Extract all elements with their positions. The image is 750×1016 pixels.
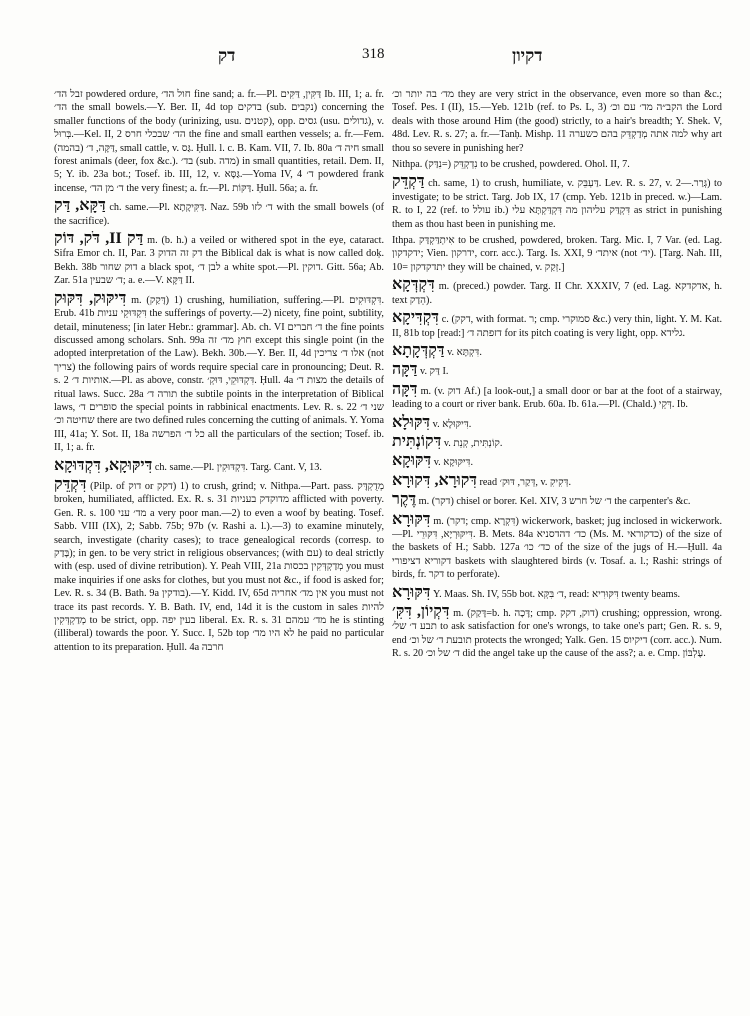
entry-headword: דַּקָּה [392, 361, 418, 379]
dictionary-entry [392, 343, 722, 359]
entry-text: Ithpa. אִיתְדַּקְדַּק to be crushed, powdered, broken. Targ. Mic. I, 7 Var. (ed. Lag. ידקדקון; Vien. ידרקון, corr. acc.). Targ. Is. XXI, 9 איתד׳ (not יד׳). [Targ. Nah. III, 10= יתדקדקון they will be chained, v. זְקַק.] [392, 235, 722, 273]
entry-text: m. (דקר; cmp. דִּקְרָא) wickerwork, basket; jug inclosed in wickerwork.—Pl. דִּיקּוּרְיָא, דִּקּוּרֵי. B. Mets. 84a כד׳ דהדסניא (Ms. M. כדקוראי) of the size of the baskets of H.; Sabb. 127a כד׳ כו׳ of the size of the jugs of H.—Ḥull. 4a דקוריא דציפורי baskets with slaughtered birds (v. Tosaf. a. l.; Rashi: strings of birds, fr. דקר to perforate). [392, 515, 722, 581]
entry-headword: דַּקְדְּקָתָא [392, 341, 445, 359]
entry-headword: דִּקְדִּיקָא [392, 309, 439, 327]
entry-text: ch. same.—Pl. דִּקְדּוּקִין. Targ. Cant. V, 13. [154, 461, 322, 473]
entry-text: v. דִּקְתָּא. [447, 346, 482, 358]
right-column [392, 88, 722, 1003]
running-header [0, 46, 750, 74]
entry-text: m. (דָּקַק) 1) crushing, humiliation, suffering.—Pl. דִּקְדּוּקִים. Erub. 41b דִּקְדּוּקֵי עניות the sufferings of poverty.—2) nicety, fine point, subtility, detail, minuteness; [in later Hebr.: grammar]. Ab. ch. VI ד׳ חברים the fine points discussed among scholars. Snh. 99a חוץ מד׳ זה except this single point (in the adopted interpretation of the Law). Bekh. 30b.—Y. Ber. II, 4d אלו ד׳ צריכין (not צריך) the following pairs of words require special care in pronouncing; Deut. R. s. 2 אותיות ד׳.—Pl. as above, constr. דִּקְדּוּקֵי, דּוּקְ׳. Ḥull. 4a מצות ד׳ the details of ritual laws. Succ. 28a תורה ד׳ the subtile points in the interpretation of Biblical laws, סופרים ד׳ the special points in rabbinical enactments. Lev. R. s. 22 שני ד׳ שחיטה וכ׳ there are two defined rules concerning the cutting of animals. Y. Yoma III, 41a; Y. Sot. II, 18a כל ד׳ הפרשה all the particulars of the section; Tosef. ib. II, 1; a. fr. [54, 294, 384, 454]
dictionary-entry [392, 473, 722, 489]
dictionary-entry [54, 88, 384, 195]
entry-text: m. (b. h.) a veiled or withered spot in the eye, cataract. Sifra Emor ch. II, Par. 3 דק זה הדוק the Biblical dak is what is now called doḳ. Bekh. 38b דוק שחור a black spot, לבן ד׳ a white spot.—Pl. דוקין. Gitt. 56a; Ab. Zar. 51a ד׳ שבעין; a. e.—V. דַּקָּא II. [54, 235, 384, 287]
entry-headword: דִּקּוּרָא [392, 583, 431, 601]
entry-headword: דִּקוּרָא, דִּקוּרָא [392, 471, 477, 489]
dictionary-entry [392, 453, 722, 469]
dictionary-entry [392, 415, 722, 431]
entry-text: m. (preced.) powder. Targ. II Chr. XXXIV, 7 (ed. Lag. אדקדקא, h. text הֵדַק). [392, 281, 722, 306]
entry-text: v. דִּיקּוּלָא. [432, 418, 472, 430]
dictionary-entry [392, 512, 722, 582]
dictionary-entry [54, 458, 384, 474]
entry-text: read דְּקַר, דּוּק׳, v. דְּקִיקִ. [479, 476, 572, 488]
dictionary-entry [392, 158, 722, 171]
entry-text: m. (דָּקַק=b. h. דָּכָה; cmp. דוק, דקק) crushing; oppression, wrong. תבע ד׳ של׳ to ask satisfaction for one's wrongs, to take one's part; Gen. R. s. 9, end תובעת ד׳ של וכ׳ protects the wronged; Yalk. Gen. 15 דיקיוס (corr. acc.). Num. R. s. 20 ד׳ של וכ׳ did the angel take up the cause of the ass?; a. e. Cmp. עֶלְבּוֹן. [392, 608, 722, 660]
dictionary-entry [392, 382, 722, 412]
dictionary-entry [54, 231, 384, 288]
dictionary-entry [392, 277, 722, 307]
dictionary-entry [392, 88, 722, 155]
dictionary-entry [54, 291, 384, 455]
entry-headword: דִּקְדְּקָא [392, 276, 435, 294]
dictionary-entry [392, 492, 722, 508]
entry-headword: דִּקוֹנְתִּית [392, 432, 442, 450]
dictionary-entry [54, 477, 384, 654]
entry-headword: דֶּקֶר [392, 491, 417, 509]
entry-headword: דִּקְיוֹן, דִּקִּ׳ [392, 603, 450, 620]
entry-text: m. (דקר) chisel or borer. Kel. XIV, 3 ד׳ של חרש the carpenter's &c. [418, 496, 691, 508]
dictionary-entry [392, 604, 722, 661]
entry-text: Nithpa. נִדְקְדֵּק (=נִדַּק) to be crushed, powdered. Ohol. II, 7. [392, 159, 630, 171]
dictionary-entry [392, 434, 722, 450]
entry-text: v. קוֹנְתִּית, קְנֵת. [443, 437, 503, 449]
entry-headword: דִּקָּה [392, 380, 418, 398]
entry-headword: דִּקְדֵּק [54, 475, 87, 493]
entry-text: (Pilp. of דוק or דקק) 1) to crush, grind; v. Nithpa.—Part. pass. מְדֻקְדָּק broken, humiliated, afflicted. Ex. R. s. 31 מדוקדק בעניות afflicted with poverty. Gen. R. s. 100 מד׳ עני a very poor man.—2) to even a woof by beating. Tosef. Sabb. VIII (IX), 2; Sabb. 75b; 97b (v. Rashi a. l.).—3) to examine minutely, search, investigate (charity cases); to trace genealogical records (corresp. to בָּדַק); in gen. to be very strict in religious observances; (with עם) to deal strictly with (esp. used of divine retribution). Y. Peah VIII, 21a מְדַקְדְּקִין בכסות you must make inquiries if one asks for clothes, but you must not &c., if food is asked for; Lev. R. s. 34 (B. Bath. 9a בודקין).—Y. Kidd. IV, 65d אין מד׳ אחריה you must not trace its past records. Y. B. Bath. IV, end, 14d it is the custom in sales להיות מְדַקְדְּקִין to be strict, opp. בעין יפה liberal. Ex. R. s. 31 מד׳ עמהם he is stinting (illiberal) towards the poor. Y. Succ. I, 52b top לא היו מד׳ he paid no particular attention to its preparation. Ḥull. 4a חרבה [54, 480, 384, 653]
left-column [54, 88, 384, 1003]
entry-headword: דִּקּוּלָא [392, 413, 431, 431]
dictionary-entry [392, 362, 722, 378]
entry-headword: דִּקּוּקָא [392, 452, 432, 470]
dictionary-entry [54, 198, 384, 228]
dictionary-entry [392, 585, 722, 601]
entry-headword: דִּקּוּרָא [392, 510, 431, 528]
entry-headword: דִּיקּוּקָא, דִּקְדּוּקָא [54, 456, 153, 474]
entry-text: ch. same.—Pl. דַּקִּיקָתָא. Naz. 59b ד׳ לזו with the small bowels (of the sacrifice). [54, 202, 384, 227]
right-guideword: דקיון [512, 46, 543, 65]
entry-text: v. דַּק I. [420, 366, 449, 378]
entry-headword: דִּיקּוּק, דִּקּוּק [54, 289, 127, 307]
dictionary-entry [392, 174, 722, 231]
entry-headword: דַּק II, דֹּק, דּוֹק [54, 230, 144, 248]
entry-text: Y. Maas. Sh. IV, 55b bot. ד׳ בִּקְּא, read: דִּקּוּרִיא twenty beams. [433, 588, 681, 600]
entry-text: זבל הד׳ powdered ordure, חול הד׳ fine sand; a. fr.—Pl. דַּקִּין, דַּקִּים Ib. III, 1; a. fr. הד׳ the small bowels.—Y. Ber. II, 4d top בדקים (sub. נקבים) concerning the smaller functions of the body (urinizing, usu. קטנים), opp. גסים (usu. גדולים), v. בְּרוּל.—Kel. II, 2 הד׳ שבכלי חרס the fine and small earthen vessels; a. fr.—Fem. דַּקָּה, ד׳ (בהמה), small cattle, v. גַּס. Ḥull. l. c. B. Kam. VII, 7. Ib. 80a חיה ד׳ small forest animals (deer, fox &c.). בד׳ (sub. מדה) in small quantities, retail. Dem. II, 5; Y. ib. 23a bot.; Tosef. ib. III, 12, v. גַּסָּא.—Yoma IV, 4 ד׳ powdered frank incense, ד׳ מן הד׳ the very finest; a. fr.—Pl. דַּקּוֹת. Ḥull. 56a; a. fr. [54, 89, 384, 194]
entry-text: c. (דקק, with format. ר; cmp. סמוקרי &c.) very thin, light. Y. M. Kat. II, 81b top [read:] דזפתה ד׳ for its pitch coating is very light, opp. גלידא. [392, 314, 722, 339]
dictionary-entry [392, 310, 722, 340]
dictionary-entry [392, 234, 722, 274]
entry-text: m. (v. דוק Af.) [a look-out,] a small door or bar at the foot of a stairway, leading to a court or river bank. Erub. 60a. Ib. 61a.—Pl. (Chald.) דְּקֵי. Ib. [392, 385, 722, 411]
entry-headword: דַּקָּא, דַּק [54, 197, 106, 215]
entry-text: ch. same, 1) to crush, humiliate, v. דַּעְבֵּק. Lev. R. s. 27, v. גְּרַר.—2) to investigate; to be strict. Targ. Job IX, 17 (cmp. Yeb. 121b in preced. w.)—Lam. R. to I, 22 (ref. to עולל ib.) דִּקְדַּק עליהון מה דִּקְדַּקְתָּא עלי as strict in punishing them as thou hast been in punishing me. [392, 178, 722, 230]
entry-headword: דַּקְדֵּק [392, 173, 425, 191]
entry-text: מד׳ בה יותר וכ׳ they are very strict in the observance, even more so than &c.; Tosef. Pes. I (II), 15.—Yeb. 121b (ref. to Ps. L, 3) הקב״ה מד׳ עם וכ׳ the Lord deals with those around Him (the good) strictly, to a hair's breadth; Y. Shek. V, 48d. Lev. R. s. 27; a. fr.—Tanḥ. Mishp. 11 למה אתה מְדַקְדֵּק בהם כשערה why art thou so severe in punishing her? [392, 89, 722, 154]
left-guideword: דק [218, 46, 236, 65]
page-number: 318 [362, 46, 385, 62]
entry-text: v. דִּיקּוּקָא. [433, 457, 474, 469]
